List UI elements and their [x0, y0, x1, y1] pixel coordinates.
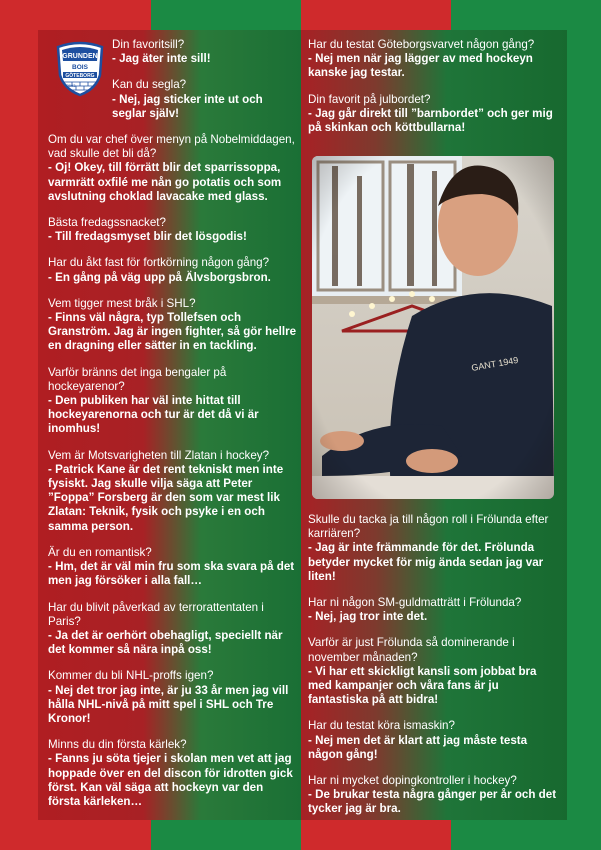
- qa-item: [308, 596, 558, 624]
- answer: - Jag är inte främmande för det. Frölunda betyder mycket för mig ända sedan jag var liten!: [308, 541, 544, 583]
- qa-item: [48, 449, 298, 534]
- qa-item: [48, 256, 298, 284]
- qa-item: [48, 601, 298, 658]
- answer: - En gång på väg upp på Älvsborgsbron.: [48, 270, 271, 284]
- answer: - Patrick Kane är det rent tekniskt men inte fysiskt. Jag skulle vilja säga att Peter ”Foppa” Forsberg är den som var mest lik Zlatan: Teknik, fysik och psyke i en och samma person.: [48, 462, 284, 533]
- question: Har du testat köra ismaskin?: [308, 719, 455, 733]
- question: Har du blivit påverkad av terrorattentaten i Paris?: [48, 600, 264, 628]
- question: Varför är just Frölunda så dominerande i november månaden?: [308, 636, 515, 664]
- svg-text:2003: 2003: [66, 83, 76, 88]
- qa-item: [48, 216, 298, 244]
- qa-item: [48, 297, 298, 354]
- qa-item: [308, 93, 558, 136]
- answer: - Nej, jag tror inte det.: [308, 610, 428, 624]
- answer: - Vi har ett skickligt kansli som jobbat bra med kampanjer och våra fans är ju fantastiska på att bidra!: [308, 664, 537, 707]
- question: Skulle du tacka ja till någon roll i Frölunda efter karriären?: [308, 513, 549, 541]
- question: Är du en romantisk?: [48, 545, 152, 559]
- answer: - Ja det är oerhört obehagligt, speciellt när det kommer så nära inpå oss!: [48, 628, 283, 657]
- right-interview-column-lower: [308, 513, 558, 829]
- qa-item: [308, 513, 558, 584]
- answer: - Hm, det är väl min fru som ska svara på det men jag försöker i alla fall…: [48, 560, 295, 588]
- question: Varför bränns det inga bengaler på hockeyarenor?: [48, 365, 227, 393]
- qa-item: [308, 38, 558, 81]
- qa-item: [48, 366, 298, 437]
- interview-photo: [312, 156, 554, 499]
- question: Om du var chef över menyn på Nobelmiddagen, vad skulle det bli då?: [48, 133, 295, 161]
- answer: - Oj! Okey, till förrätt blir det sparrissoppa, varmrätt oxfilé me nån go potatis och som avslutning choklad lavacake med glass.: [48, 161, 282, 203]
- question: Har du testat Göteborgsvarvet någon gång?: [308, 38, 535, 51]
- question: Din favorit på julbordet?: [308, 92, 431, 106]
- answer: - De brukar testa några gånger per år och det tycker jag är bra.: [308, 788, 557, 816]
- answer: - Till fredagsmyset blir det lösgodis!: [48, 230, 247, 244]
- question: Kan du segla?: [112, 78, 187, 92]
- answer: - Finns väl några, typ Tollefsen och Granström. Jag är ingen fighter, så gör hellre en dragning eller sätter in en tackling.: [48, 311, 297, 353]
- qa-item: [308, 774, 558, 817]
- qa-item: [308, 636, 558, 707]
- answer: - Jag äter inte sill!: [112, 52, 211, 66]
- qa-item: [48, 78, 298, 121]
- left-interview-column: [48, 38, 298, 821]
- question: Minns du din första kärlek?: [48, 738, 187, 752]
- question: Har du åkt fast för fortkörning någon gång?: [48, 256, 270, 270]
- answer: - Nej men när jag lägger av med hockeyn kanske jag testar.: [308, 52, 533, 80]
- answer: - Nej det tror jag inte, är ju 33 år men jag vill hålla NHL-nivå på mitt spel i SHL och Tre Kronor!: [48, 683, 289, 725]
- question: Vem är Motsvarigheten till Zlatan i hockey?: [48, 448, 270, 462]
- qa-item: [48, 546, 298, 589]
- svg-text:GRUNDEN: GRUNDEN: [62, 53, 98, 60]
- answer: - Nej, jag sticker inte ut och seglar själv!: [112, 92, 263, 120]
- question: Har ni mycket dopingkontroller i hockey?: [308, 774, 517, 788]
- svg-text:GÖTEBORG: GÖTEBORG: [65, 73, 95, 79]
- qa-item: [308, 719, 558, 762]
- question: Har ni någon SM-guldmatträtt i Frölunda?: [308, 596, 522, 610]
- qa-item: [48, 133, 298, 204]
- answer: - Jag går direkt till ”barnbordet” och ger mig på skinkan och köttbullarna!: [308, 106, 553, 135]
- svg-text:BOIS: BOIS: [72, 64, 88, 71]
- qa-item: [48, 38, 298, 66]
- question: Kommer du bli NHL-proffs igen?: [48, 669, 214, 683]
- question: Bästa fredagssnacket?: [48, 216, 166, 230]
- answer: - Fanns ju söta tjejer i skolan men vet att jag hoppade över en del discon för idrotten gick först. Kan väl säga att hockeyn var den första kärleken…: [48, 752, 293, 808]
- question: Din favoritsill?: [112, 38, 185, 51]
- answer: - Den publiken har väl inte hittat till hockeyarenorna och tur är det då vi är inomhus!: [48, 394, 259, 436]
- right-interview-column: [308, 38, 558, 147]
- qa-item: [48, 669, 298, 726]
- qa-item: [48, 738, 298, 809]
- question: Vem tigger mest bråk i SHL?: [48, 296, 196, 310]
- answer: - Nej men det är klart att jag måste testa någon gång!: [308, 733, 528, 761]
